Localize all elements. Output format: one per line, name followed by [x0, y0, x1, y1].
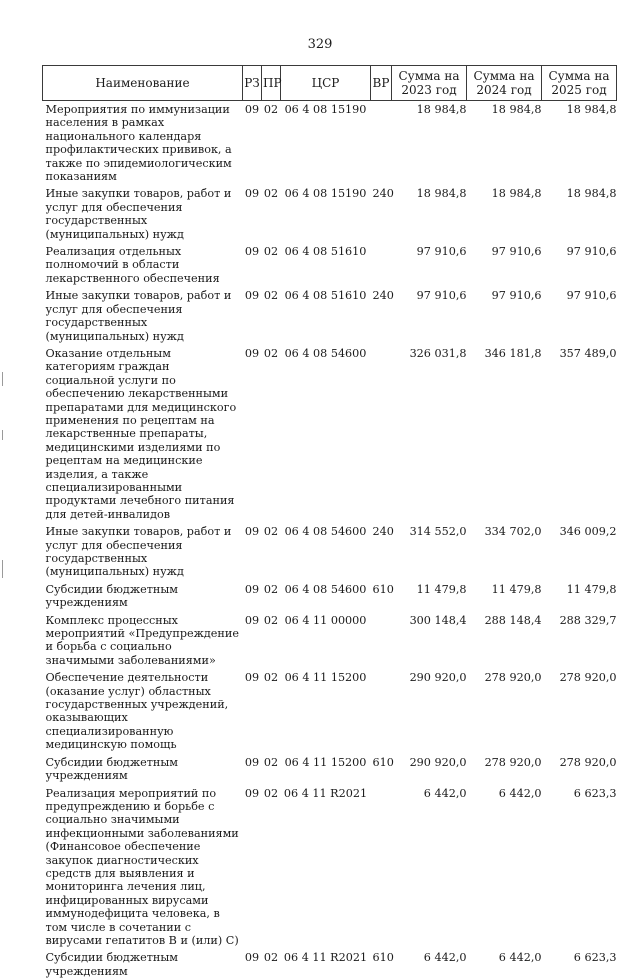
row-name-cell: Реализация мероприятий по предупреждению и борьбе с социально значимыми инфекционными заболеваниями (Финансовое обеспечение закупок диагностических средств для выявления и мониторинга лечения лиц, инфицированных вирусами иммунодефицита человека, в том числе в сочетании с вирусами гепатитов B и (или) C): [43, 785, 243, 950]
table-row: [43, 287, 617, 345]
column-header-csr: ЦСР: [281, 66, 371, 101]
row-vr-cell: 610: [371, 949, 392, 980]
row-sum-2023-cell: 290 920,0: [392, 754, 467, 785]
row-sum-2025-cell: 278 920,0: [542, 669, 617, 753]
row-rz-cell: 09: [243, 287, 262, 345]
row-sum-2024-cell: 18 984,8: [467, 101, 542, 186]
row-sum-2024-cell: 278 920,0: [467, 754, 542, 785]
row-vr-cell: 240: [371, 185, 392, 243]
table-row: [43, 669, 617, 753]
row-sum-2024-cell: 288 148,4: [467, 612, 542, 670]
row-rz-cell: 09: [243, 185, 262, 243]
row-name-cell: Иные закупки товаров, работ и услуг для обеспечения государственных (муниципальных) нужд: [43, 185, 243, 243]
scan-margin-mark: [2, 372, 3, 386]
row-name-cell: Субсидии бюджетным учреждениям: [43, 581, 243, 612]
row-sum-2025-cell: 97 910,6: [542, 287, 617, 345]
row-name-cell: Иные закупки товаров, работ и услуг для обеспечения государственных (муниципальных) нужд: [43, 287, 243, 345]
row-sum-2024-cell: 11 479,8: [467, 581, 542, 612]
row-sum-2023-cell: 6 442,0: [392, 785, 467, 950]
table-header-row: [43, 66, 617, 101]
row-sum-2023-cell: 18 984,8: [392, 101, 467, 186]
row-pr-cell: 02: [262, 612, 281, 670]
row-csr-cell: 06 4 08 54600: [281, 345, 371, 523]
row-sum-2023-cell: 97 910,6: [392, 243, 467, 287]
page-number: 329: [0, 38, 640, 51]
table-row: [43, 785, 617, 950]
column-header-rz: РЗ: [243, 66, 262, 101]
row-csr-cell: 06 4 11 00000: [281, 612, 371, 670]
row-csr-cell: 06 4 08 15190: [281, 185, 371, 243]
table-row: [43, 345, 617, 523]
row-name-cell: Комплекс процессных мероприятий «Предупреждение и борьба с социально значимыми заболеваниями»: [43, 612, 243, 670]
table-row: [43, 523, 617, 581]
table-row: [43, 101, 617, 186]
row-pr-cell: 02: [262, 243, 281, 287]
row-sum-2023-cell: 97 910,6: [392, 287, 467, 345]
row-rz-cell: 09: [243, 754, 262, 785]
row-vr-cell: 240: [371, 287, 392, 345]
table-body: [43, 101, 617, 980]
table-row: [43, 243, 617, 287]
row-sum-2025-cell: 6 623,3: [542, 785, 617, 950]
row-name-cell: Мероприятия по иммунизации населения в рамках национального календаря профилактических прививок, а также по эпидемиологическим показаниям: [43, 101, 243, 186]
row-pr-cell: 02: [262, 345, 281, 523]
row-rz-cell: 09: [243, 523, 262, 581]
row-sum-2025-cell: 18 984,8: [542, 101, 617, 186]
table-row: [43, 581, 617, 612]
row-sum-2023-cell: 290 920,0: [392, 669, 467, 753]
row-csr-cell: 06 4 08 54600: [281, 581, 371, 612]
row-sum-2025-cell: 11 479,8: [542, 581, 617, 612]
row-vr-cell: [371, 101, 392, 186]
row-pr-cell: 02: [262, 669, 281, 753]
row-csr-cell: 06 4 11 R2021: [281, 949, 371, 980]
row-pr-cell: 02: [262, 785, 281, 950]
row-sum-2023-cell: 18 984,8: [392, 185, 467, 243]
row-sum-2025-cell: 278 920,0: [542, 754, 617, 785]
row-csr-cell: 06 4 08 15190: [281, 101, 371, 186]
row-vr-cell: [371, 243, 392, 287]
row-rz-cell: 09: [243, 612, 262, 670]
row-pr-cell: 02: [262, 101, 281, 186]
row-vr-cell: [371, 785, 392, 950]
row-pr-cell: 02: [262, 287, 281, 345]
row-rz-cell: 09: [243, 785, 262, 950]
table-row: [43, 949, 617, 980]
table-row: [43, 754, 617, 785]
row-sum-2025-cell: 97 910,6: [542, 243, 617, 287]
row-rz-cell: 09: [243, 345, 262, 523]
row-vr-cell: [371, 612, 392, 670]
row-csr-cell: 06 4 08 51610: [281, 287, 371, 345]
row-vr-cell: [371, 669, 392, 753]
row-sum-2023-cell: 326 031,8: [392, 345, 467, 523]
row-rz-cell: 09: [243, 243, 262, 287]
row-pr-cell: 02: [262, 185, 281, 243]
row-rz-cell: 09: [243, 101, 262, 186]
row-sum-2023-cell: 11 479,8: [392, 581, 467, 612]
row-sum-2024-cell: 18 984,8: [467, 185, 542, 243]
column-header-sum-2025: Сумма на 2025 год: [542, 66, 617, 101]
row-csr-cell: 06 4 11 R2021: [281, 785, 371, 950]
row-sum-2024-cell: 97 910,6: [467, 287, 542, 345]
row-sum-2024-cell: 346 181,8: [467, 345, 542, 523]
row-csr-cell: 06 4 08 51610: [281, 243, 371, 287]
scan-margin-mark: [2, 430, 3, 440]
table-row: [43, 185, 617, 243]
row-sum-2024-cell: 6 442,0: [467, 949, 542, 980]
row-vr-cell: 240: [371, 523, 392, 581]
row-name-cell: Субсидии бюджетным учреждениям: [43, 754, 243, 785]
row-sum-2025-cell: 357 489,0: [542, 345, 617, 523]
row-name-cell: Обеспечение деятельности (оказание услуг) областных государственных учреждений, оказывающих специализированную медицинскую помощь: [43, 669, 243, 753]
row-csr-cell: 06 4 11 15200: [281, 669, 371, 753]
row-pr-cell: 02: [262, 581, 281, 612]
row-rz-cell: 09: [243, 581, 262, 612]
row-pr-cell: 02: [262, 949, 281, 980]
row-sum-2025-cell: 288 329,7: [542, 612, 617, 670]
row-name-cell: Реализация отдельных полномочий в области лекарственного обеспечения: [43, 243, 243, 287]
row-pr-cell: 02: [262, 523, 281, 581]
row-vr-cell: 610: [371, 581, 392, 612]
row-sum-2023-cell: 6 442,0: [392, 949, 467, 980]
row-sum-2024-cell: 97 910,6: [467, 243, 542, 287]
row-rz-cell: 09: [243, 949, 262, 980]
row-sum-2024-cell: 334 702,0: [467, 523, 542, 581]
row-sum-2023-cell: 300 148,4: [392, 612, 467, 670]
column-header-pr: ПР: [262, 66, 281, 101]
row-name-cell: Оказание отдельным категориям граждан социальной услуги по обеспечению лекарственными препаратами для медицинского применения по рецептам на лекарственные препараты, медицинскими изделиями по рецептам на медицинские изделия, а также специализированными продуктами лечебного питания для детей-инвалидов: [43, 345, 243, 523]
row-csr-cell: 06 4 08 54600: [281, 523, 371, 581]
scan-margin-mark: [2, 560, 3, 578]
budget-table: [42, 65, 617, 980]
row-sum-2025-cell: 18 984,8: [542, 185, 617, 243]
row-vr-cell: [371, 345, 392, 523]
column-header-sum-2024: Сумма на 2024 год: [467, 66, 542, 101]
column-header-name: Наименование: [43, 66, 243, 101]
row-name-cell: Иные закупки товаров, работ и услуг для обеспечения государственных (муниципальных) нужд: [43, 523, 243, 581]
column-header-sum-2023: Сумма на 2023 год: [392, 66, 467, 101]
row-vr-cell: 610: [371, 754, 392, 785]
row-sum-2024-cell: 6 442,0: [467, 785, 542, 950]
table-row: [43, 612, 617, 670]
row-csr-cell: 06 4 11 15200: [281, 754, 371, 785]
row-pr-cell: 02: [262, 754, 281, 785]
row-rz-cell: 09: [243, 669, 262, 753]
row-sum-2025-cell: 346 009,2: [542, 523, 617, 581]
column-header-vr: ВР: [371, 66, 392, 101]
row-name-cell: Субсидии бюджетным учреждениям: [43, 949, 243, 980]
row-sum-2023-cell: 314 552,0: [392, 523, 467, 581]
row-sum-2025-cell: 6 623,3: [542, 949, 617, 980]
row-sum-2024-cell: 278 920,0: [467, 669, 542, 753]
